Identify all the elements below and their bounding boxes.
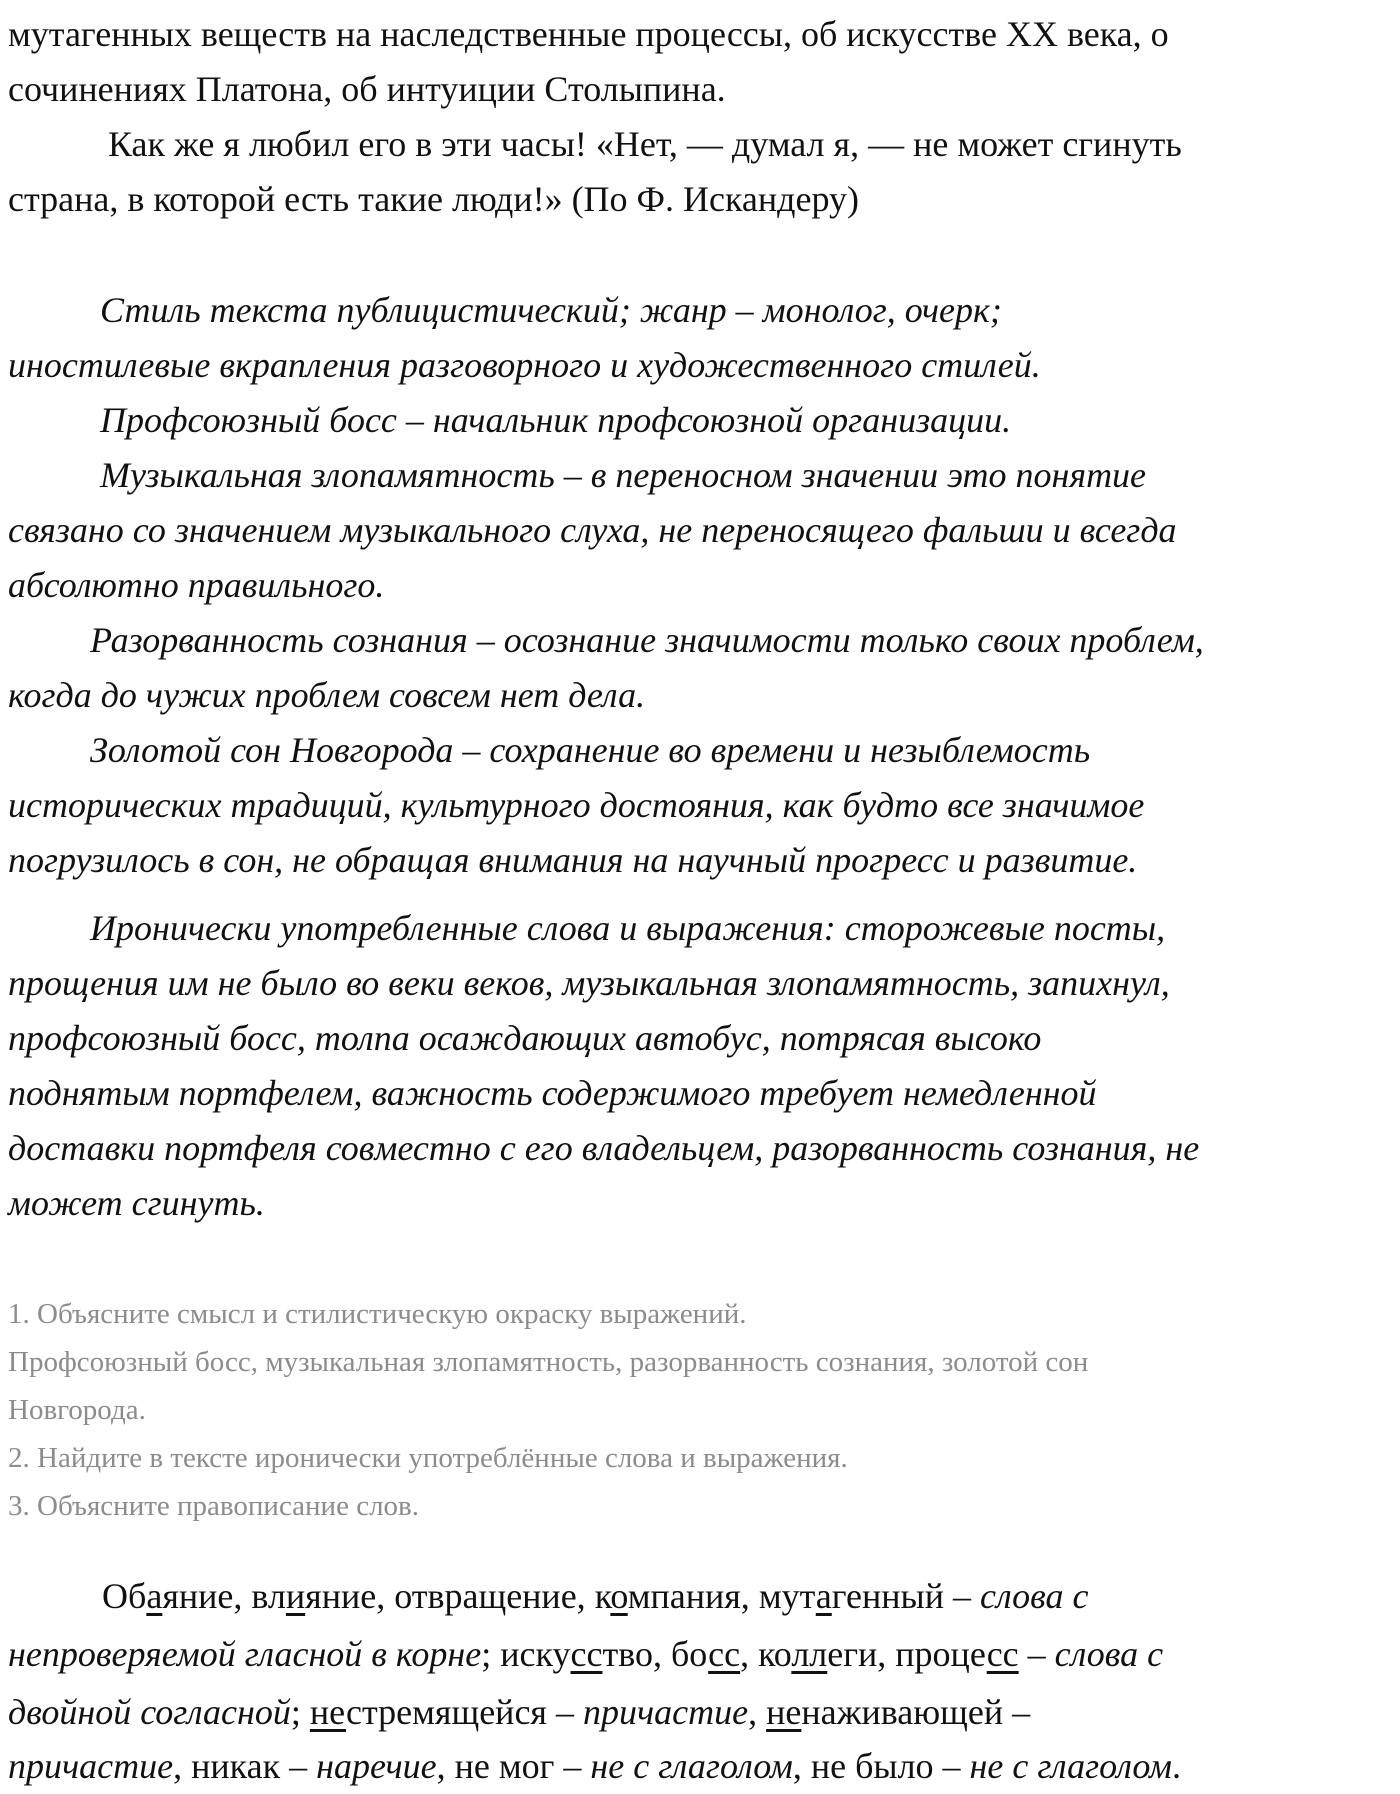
irony-line-1: Иронически употребленные слова и выражения: сторожевые посты, [90,908,1166,948]
task-1: 1. Объясните смысл и стилистическую окраску выражений. [8,1298,747,1330]
story-line-4: страна, в которой есть такие люди!» (По Ф. Искандеру) [8,179,859,219]
torn-line-1: Разорванность сознания – осознание значимости только своих проблем, [90,620,1204,660]
spelling-line-1 [102,1568,1089,1624]
dream-line-2: исторических традиций, культурного достояния, как будто все значимое [8,785,1145,825]
word-part: к [594,1576,611,1616]
music-line-1: Музыкальная злопамятность – в переносном значении это понятие [100,455,1147,495]
separator: ; [290,1692,310,1732]
irony-line-6: может сгинуть. [8,1183,265,1223]
word-part: еги, [827,1634,896,1674]
style-line-1: Стиль текста публицистический; жанр – монолог, очерк; [100,290,1002,330]
task-2: 2. Найдите в тексте иронически употреблённые слова и выражения. [8,1442,848,1474]
story-line-2: сочинениях Платона, об интуиции Столыпина. [8,69,726,109]
word-part: бо [670,1634,709,1674]
rule-comment: непроверяемой гласной в корне [8,1634,482,1674]
rule-comment: двойной согласной [8,1692,291,1732]
separator: – [554,1746,591,1786]
rule-comment: причастие [583,1692,749,1732]
word-part: яние, [305,1576,395,1616]
rule-comment: – слова с [1018,1634,1164,1674]
separator: , [748,1692,767,1732]
underlined-letter: о [610,1576,628,1616]
dream-line-3: погрузилось в сон, не обращая внимания на научный прогресс и развитие. [8,840,1138,880]
word-part: вл [251,1576,286,1616]
rule-comment: не с глаголом [969,1746,1172,1786]
story-line-3: Как же я любил его в эти часы! «Нет, — думал я, — не может сгинуть [108,124,1182,164]
rule-comment: – слова с [944,1576,1089,1616]
rule-comment: не с глаголом [590,1746,793,1786]
separator: – [547,1692,583,1732]
underlined-letter: а [146,1576,163,1616]
dream-line-1: Золотой сон Новгорода – сохранение во времени и незыблемость [90,730,1091,770]
style-line-2: иностилевые вкрапления разговорного и художественного стилей. [8,345,1041,385]
word-part: стремящейся [346,1692,547,1732]
word-part: ко [758,1634,792,1674]
separator: , не мог [436,1746,555,1786]
underlined-letter: лл [791,1634,828,1674]
separator: , не было [792,1746,934,1786]
word-part: тво, [602,1634,671,1674]
word-part: проце [895,1634,987,1674]
word-part: , [740,1634,759,1674]
underlined-letter: сс [570,1634,603,1674]
separator: ; [481,1634,501,1674]
separator: – [1003,1692,1031,1732]
irony-line-2: прощения им не было во веки веков, музыкальная злопамятность, запихнул, [8,963,1170,1003]
irony-line-5: доставки портфеля совместно с его владельцем, разорванность сознания, не [8,1128,1200,1168]
boss-definition: Профсоюзный босс – начальник профсоюзной организации. [100,400,1012,440]
separator: – [933,1746,970,1786]
separator: , никак [173,1746,281,1786]
underlined-letter: а [815,1576,832,1616]
rule-comment: наречие [316,1746,437,1786]
spelling-line-3 [8,1684,1030,1740]
word-part: отвращение, [394,1576,595,1616]
underlined-letter: сс [708,1634,741,1674]
music-line-2: связано со значением музыкального слуха, не переносящего фальши и всегда [8,510,1177,550]
task-1-phrases-end: Новгорода. [8,1394,146,1426]
word-part: мпания, [627,1576,759,1616]
word-part: наживающей [801,1692,1004,1732]
torn-line-2: когда до чужих проблем совсем нет дела. [8,675,646,715]
word-part: мут [758,1576,816,1616]
irony-line-4: поднятым портфелем, важность содержимого требует немедленной [8,1073,1097,1113]
task-3: 3. Объясните правописание слов. [8,1490,419,1522]
underlined-prefix: не [766,1692,802,1732]
separator: . [1171,1746,1181,1786]
separator: – [280,1746,317,1786]
music-line-3: абсолютно правильного. [8,565,385,605]
task-1-phrases: Профсоюзный босс, музыкальная злопамятность, разорванность сознания, золотой сон [8,1346,1089,1378]
spelling-line-2 [8,1626,1163,1682]
irony-line-3: профсоюзный босс, толпа осаждающих автобус, потрясая высоко [8,1018,1042,1058]
word-part: яние, [162,1576,252,1616]
word-part: Об [102,1576,147,1616]
underlined-letter: сс [986,1634,1019,1674]
word-part: генный [831,1576,945,1616]
spelling-line-4 [8,1738,1181,1794]
rule-comment: причастие [8,1746,174,1786]
underlined-prefix: не [309,1692,347,1732]
underlined-letter: и [285,1576,306,1616]
story-line-1: мутагенных веществ на наследственные процессы, об искусстве XX века, о [8,14,1169,54]
word-part: иску [500,1634,571,1674]
